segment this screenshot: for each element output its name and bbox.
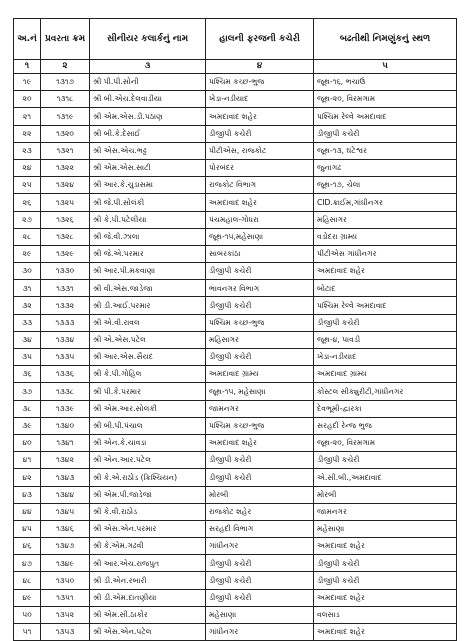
cell-serial-no: ૩૭ bbox=[14, 383, 41, 400]
cell-seniority-rank: ૧૩૨૮ bbox=[41, 228, 90, 245]
cell-serial-no: ૪૨ bbox=[14, 469, 41, 486]
cell-current-office: સાબરકાંઠા bbox=[206, 245, 314, 262]
table-row bbox=[14, 211, 457, 228]
cell-seniority-rank: ૧૩૪૬ bbox=[41, 520, 90, 537]
cell-clerk-name: શ્રી બી.કે.દેસાઈ bbox=[90, 125, 206, 142]
cell-posting-place: દેવભૂમી-દ્વારકા bbox=[314, 400, 457, 417]
cell-posting-place: ડીજીપી કચેરી bbox=[314, 125, 457, 142]
column-number: ૨ bbox=[41, 60, 90, 74]
cell-serial-no: ૧૯ bbox=[14, 74, 41, 91]
cell-posting-place: ખેડા-નડીયાદ bbox=[314, 349, 457, 366]
cell-seniority-rank: ૧૩૪૦ bbox=[41, 417, 90, 434]
cell-serial-no: ૫૦ bbox=[14, 606, 41, 623]
cell-seniority-rank: ૧૩૨૬ bbox=[41, 211, 90, 228]
cell-seniority-rank: ૧૩૩૮ bbox=[41, 383, 90, 400]
cell-clerk-name: શ્રી પી.પી.સોની bbox=[90, 74, 206, 91]
cell-serial-no: ૪૦ bbox=[14, 434, 41, 451]
table-row bbox=[14, 452, 457, 469]
cell-serial-no: ૨૦ bbox=[14, 91, 41, 108]
cell-clerk-name: શ્રી આર.કે.ચુડાસમા bbox=[90, 177, 206, 194]
table-row bbox=[14, 194, 457, 211]
cell-serial-no: ૨૨ bbox=[14, 125, 41, 142]
cell-serial-no: ૪૫ bbox=[14, 520, 41, 537]
cell-clerk-name: શ્રી એમ.સી.ઠાકોર bbox=[90, 606, 206, 623]
cell-serial-no: ૫૧ bbox=[14, 624, 41, 641]
column-number: ૧ bbox=[14, 60, 41, 74]
table-row bbox=[14, 349, 457, 366]
cell-seniority-rank: ૧૩૨૫ bbox=[41, 194, 90, 211]
table-header-row bbox=[14, 19, 457, 60]
cell-serial-no: ૪૧ bbox=[14, 452, 41, 469]
cell-clerk-name: શ્રી કે.વી.રાઠોડ bbox=[90, 503, 206, 520]
header-serial-no: અ.નં bbox=[14, 19, 41, 60]
cell-serial-no: ૨૪ bbox=[14, 159, 41, 176]
cell-posting-place: જામનગર bbox=[314, 503, 457, 520]
cell-seniority-rank: ૧૩૩૧ bbox=[41, 280, 90, 297]
cell-clerk-name: શ્રી એમ.એસ.ડી.પઠાણ bbox=[90, 108, 206, 125]
cell-seniority-rank: ૧૩૨૪ bbox=[41, 177, 90, 194]
table-row bbox=[14, 366, 457, 383]
cell-clerk-name: શ્રી ડી.એન.રબારી bbox=[90, 572, 206, 589]
cell-current-office: અમદાવાદ ગ્રામ્ય bbox=[206, 366, 314, 383]
cell-current-office: ડીજીપી કચેરી bbox=[206, 469, 314, 486]
cell-clerk-name: શ્રી એ.એસ.પટેલ bbox=[90, 331, 206, 348]
table-row bbox=[14, 624, 457, 641]
cell-clerk-name: શ્રી એસ.એન.પટેલ bbox=[90, 624, 206, 641]
cell-posting-place: અમદાવાદ ગ્રામ્ય bbox=[314, 366, 457, 383]
cell-current-office: ડીજીપી કચેરી bbox=[206, 263, 314, 280]
cell-current-office: ડીજીપી કચેરી bbox=[206, 452, 314, 469]
cell-serial-no: ૪૬ bbox=[14, 538, 41, 555]
cell-serial-no: ૪૮ bbox=[14, 572, 41, 589]
cell-current-office: રાજકોટ શહેર bbox=[206, 503, 314, 520]
table-row bbox=[14, 383, 457, 400]
table-row bbox=[14, 589, 457, 606]
cell-clerk-name: શ્રી એમ.આર.સોલંકી bbox=[90, 400, 206, 417]
cell-posting-place: જૂથ-૧૬, ભચાઉ bbox=[314, 74, 457, 91]
cell-clerk-name: શ્રી એન.કે.ચાવડા bbox=[90, 434, 206, 451]
cell-clerk-name: શ્રી એન.આર.પટેલ bbox=[90, 452, 206, 469]
cell-current-office: પીટીએસ, રાજકોટ bbox=[206, 142, 314, 159]
cell-current-office: પોરબંદર bbox=[206, 159, 314, 176]
cell-posting-place: CID.ક્રાઈમ,ગાંધીનગર bbox=[314, 194, 457, 211]
cell-serial-no: ૨૭ bbox=[14, 211, 41, 228]
cell-posting-place: અમદાવાદ શહેર bbox=[314, 538, 457, 555]
cell-clerk-name: શ્રી એ.વી.રાવલ bbox=[90, 314, 206, 331]
cell-clerk-name: શ્રી એમ.પી.જાડેજા bbox=[90, 486, 206, 503]
cell-seniority-rank: ૧૩૪૭ bbox=[41, 538, 90, 555]
cell-clerk-name: શ્રી એમ.એસ.સાટી bbox=[90, 159, 206, 176]
table-row bbox=[14, 297, 457, 314]
cell-current-office: ડીજીપી કચેરી bbox=[206, 572, 314, 589]
table-row bbox=[14, 503, 457, 520]
table-row bbox=[14, 91, 457, 108]
cell-posting-place: ડીજીપી કચેરી bbox=[314, 572, 457, 589]
cell-clerk-name: શ્રી કે.એ.રાઠોડ (ક્રિશ્ચિયન) bbox=[90, 469, 206, 486]
cell-current-office: રાજકોટ વિભાગ bbox=[206, 177, 314, 194]
cell-seniority-rank: ૧૩૩૩ bbox=[41, 314, 90, 331]
table-row bbox=[14, 314, 457, 331]
cell-serial-no: ૨૧ bbox=[14, 108, 41, 125]
cell-seniority-rank: ૧૩૫૩ bbox=[41, 624, 90, 641]
table-row bbox=[14, 280, 457, 297]
cell-posting-place: પીટીએસ ગાંધીનગર bbox=[314, 245, 457, 262]
cell-serial-no: ૨૮ bbox=[14, 228, 41, 245]
table-row bbox=[14, 417, 457, 434]
cell-current-office: ડીજીપી કચેરી bbox=[206, 125, 314, 142]
cell-seniority-rank: ૧૩૫૧ bbox=[41, 589, 90, 606]
cell-serial-no: ૩૧ bbox=[14, 280, 41, 297]
cell-current-office: પશ્ચિમ કચ્છ-ભુજ bbox=[206, 314, 314, 331]
cell-current-office: પશ્ચિમ કચ્છ-ભુજ bbox=[206, 417, 314, 434]
header-current-office: હાલની ફરજની કચેરી bbox=[206, 19, 314, 60]
table-row bbox=[14, 538, 457, 555]
cell-posting-place: મોરબી bbox=[314, 486, 457, 503]
cell-seniority-rank: ૧૩૧૯ bbox=[41, 108, 90, 125]
cell-seniority-rank: ૧૩૩૫ bbox=[41, 349, 90, 366]
table-row bbox=[14, 142, 457, 159]
cell-current-office: જૂથ-૧૫,મહેસાણા bbox=[206, 228, 314, 245]
cell-posting-place: અમદાવાદ શહેર bbox=[314, 263, 457, 280]
table-row bbox=[14, 177, 457, 194]
table-row bbox=[14, 469, 457, 486]
cell-serial-no: ૩૮ bbox=[14, 400, 41, 417]
table-row bbox=[14, 400, 457, 417]
column-number: ૪ bbox=[206, 60, 314, 74]
cell-current-office: મહિસાગર bbox=[206, 331, 314, 348]
header-clerk-name: સીનીયર કલાર્કનું નામ bbox=[90, 19, 206, 60]
cell-serial-no: ૩૬ bbox=[14, 366, 41, 383]
cell-clerk-name: શ્રી બી.એચ.દેલવાડીયા bbox=[90, 91, 206, 108]
cell-serial-no: ૩૩ bbox=[14, 314, 41, 331]
cell-posting-place: અમદાવાદ શહેર bbox=[314, 624, 457, 641]
cell-posting-place: જૂથ-૧૭, ચેલા bbox=[314, 177, 457, 194]
cell-current-office: ડીજીપી કચેરી bbox=[206, 349, 314, 366]
cell-serial-no: ૪૩ bbox=[14, 486, 41, 503]
cell-seniority-rank: ૧૩૩૨ bbox=[41, 297, 90, 314]
cell-seniority-rank: ૧૩૩૦ bbox=[41, 263, 90, 280]
cell-posting-place: જૂથ-૨૦, વિરમગામ bbox=[314, 91, 457, 108]
cell-posting-place: ડીજીપી કચેરી bbox=[314, 314, 457, 331]
cell-current-office: ડીજીપી કચેરી bbox=[206, 555, 314, 572]
cell-seniority-rank: ૧૩૪૯ bbox=[41, 555, 90, 572]
cell-seniority-rank: ૧૩૩૬ bbox=[41, 366, 90, 383]
cell-posting-place: પશ્ચિમ રેલ્વે અમદાવાદ bbox=[314, 108, 457, 125]
cell-seniority-rank: ૧૩૪૨ bbox=[41, 452, 90, 469]
column-number: ૫ bbox=[314, 60, 457, 74]
cell-serial-no: ૪૭ bbox=[14, 555, 41, 572]
cell-posting-place: જુનાગઢ bbox=[314, 159, 457, 176]
cell-posting-place: વલસાડ bbox=[314, 606, 457, 623]
cell-serial-no: ૨૬ bbox=[14, 194, 41, 211]
cell-seniority-rank: ૧૩૩૪ bbox=[41, 331, 90, 348]
table-row bbox=[14, 572, 457, 589]
cell-seniority-rank: ૧૩૫૦ bbox=[41, 572, 90, 589]
header-posting-place: બઢતીથી નિમણુંકનું સ્થળ bbox=[314, 19, 457, 60]
table-row bbox=[14, 263, 457, 280]
header-seniority-rank: પ્રવરતા ક્રમ bbox=[41, 19, 90, 60]
table-row bbox=[14, 606, 457, 623]
cell-clerk-name: શ્રી પી.કે.પરમાર bbox=[90, 383, 206, 400]
cell-posting-place: કોસ્ટલ સીક્યુરીટી,ગાંધીનગર bbox=[314, 383, 457, 400]
table-row bbox=[14, 125, 457, 142]
cell-clerk-name: શ્રી ડી.એમ.દાતણીયા bbox=[90, 589, 206, 606]
cell-seniority-rank: ૧૩૨૯ bbox=[41, 245, 90, 262]
cell-current-office: ખેડા-નડીયાદ bbox=[206, 91, 314, 108]
cell-clerk-name: શ્રી આર.એચ.રાજપુત bbox=[90, 555, 206, 572]
cell-serial-no: ૩૪ bbox=[14, 331, 41, 348]
cell-serial-no: ૨૩ bbox=[14, 142, 41, 159]
cell-posting-place: જૂથ-૪, પાવડી bbox=[314, 331, 457, 348]
table-body bbox=[14, 74, 457, 641]
cell-current-office: ડીજીપી કચેરી bbox=[206, 589, 314, 606]
column-number-row bbox=[14, 60, 457, 74]
cell-seniority-rank: ૧૩૪૩ bbox=[41, 469, 90, 486]
cell-clerk-name: શ્રી કે.એમ.ગઢવી bbox=[90, 538, 206, 555]
cell-current-office: અમદાવાદ શહેર bbox=[206, 108, 314, 125]
cell-clerk-name: શ્રી કે.પી.ગોહિલ bbox=[90, 366, 206, 383]
table-row bbox=[14, 331, 457, 348]
cell-seniority-rank: ૧૩૪૪ bbox=[41, 486, 90, 503]
cell-posting-place: ડીજીપી કચેરી bbox=[314, 555, 457, 572]
cell-seniority-rank: ૧૩૨૨ bbox=[41, 159, 90, 176]
cell-current-office: ગાંધીનગર bbox=[206, 624, 314, 641]
cell-seniority-rank: ૧૩૩૯ bbox=[41, 400, 90, 417]
cell-current-office: ભાવનગર વિભાગ bbox=[206, 280, 314, 297]
cell-clerk-name: શ્રી બી.પી.પંચાલ bbox=[90, 417, 206, 434]
cell-serial-no: ૩૯ bbox=[14, 417, 41, 434]
cell-clerk-name: શ્રી એસ.એચ.ભટ્ટ bbox=[90, 142, 206, 159]
cell-posting-place: મહિસાગર bbox=[314, 211, 457, 228]
cell-seniority-rank: ૧૩૪૧ bbox=[41, 434, 90, 451]
cell-posting-place: જૂથ-૨૦, વિરમગામ bbox=[314, 434, 457, 451]
cell-clerk-name: શ્રી આર.એસ.સૈયદ bbox=[90, 349, 206, 366]
cell-clerk-name: શ્રી કે.પી.પટેલીયા bbox=[90, 211, 206, 228]
cell-clerk-name: શ્રી એસ.એન.પરમાર bbox=[90, 520, 206, 537]
cell-current-office: પશ્ચિમ કચ્છ-ભુજ bbox=[206, 74, 314, 91]
table-row bbox=[14, 434, 457, 451]
cell-current-office: અમદાવાદ શહેર bbox=[206, 194, 314, 211]
table-row bbox=[14, 159, 457, 176]
cell-posting-place: વડોદરા ગ્રામ્ય bbox=[314, 228, 457, 245]
cell-serial-no: ૪૯ bbox=[14, 589, 41, 606]
cell-posting-place: અમદાવાદ શહેર bbox=[314, 589, 457, 606]
cell-current-office: જામનગર bbox=[206, 400, 314, 417]
cell-seniority-rank: ૧૩૨૧ bbox=[41, 142, 90, 159]
table-row bbox=[14, 486, 457, 503]
cell-serial-no: ૩૫ bbox=[14, 349, 41, 366]
cell-clerk-name: શ્રી જે.પી.સોલંકી bbox=[90, 194, 206, 211]
cell-seniority-rank: ૧૩૪૫ bbox=[41, 503, 90, 520]
cell-current-office: અમદાવાદ શહેર bbox=[206, 434, 314, 451]
cell-current-office: ગાંધીનગર bbox=[206, 538, 314, 555]
cell-posting-place: ડીજીપી કચેરી bbox=[314, 452, 457, 469]
table-row bbox=[14, 228, 457, 245]
cell-current-office: પંચમહાલ-ગોધરા bbox=[206, 211, 314, 228]
cell-clerk-name: શ્રી જે.એ.પરમાર bbox=[90, 245, 206, 262]
table-row bbox=[14, 520, 457, 537]
table-row bbox=[14, 74, 457, 91]
cell-serial-no: ૪૪ bbox=[14, 503, 41, 520]
cell-clerk-name: શ્રી ડી.આઈ.પરમાર bbox=[90, 297, 206, 314]
cell-clerk-name: શ્રી જે.વી.ઝાલા bbox=[90, 228, 206, 245]
cell-seniority-rank: ૧૩૫૨ bbox=[41, 606, 90, 623]
cell-posting-place: બોટાદ bbox=[314, 280, 457, 297]
cell-current-office: સરહદી વિભાગ bbox=[206, 520, 314, 537]
cell-posting-place: મહેસાણા bbox=[314, 520, 457, 537]
cell-clerk-name: શ્રી આર.પી.મકવાણા bbox=[90, 263, 206, 280]
table-row bbox=[14, 108, 457, 125]
cell-posting-place: જૂથ-૧૩, ઘંટેશ્વર bbox=[314, 142, 457, 159]
cell-current-office: મોરબી bbox=[206, 486, 314, 503]
cell-posting-place: પશ્ચિમ રેલ્વે અમદાવાદ bbox=[314, 297, 457, 314]
cell-clerk-name: શ્રી વી.એસ.જાડેજા bbox=[90, 280, 206, 297]
column-number: ૩ bbox=[90, 60, 206, 74]
cell-serial-no: ૩૦ bbox=[14, 263, 41, 280]
table-row bbox=[14, 245, 457, 262]
cell-current-office: ડીજીપી કચેરી bbox=[206, 297, 314, 314]
cell-current-office: જૂથ-૧૫, મહેસાણા bbox=[206, 383, 314, 400]
cell-serial-no: ૨૯ bbox=[14, 245, 41, 262]
cell-posting-place: સરહદી રેન્જ ભુજ bbox=[314, 417, 457, 434]
cell-seniority-rank: ૧૩૨૦ bbox=[41, 125, 90, 142]
cell-serial-no: ૩૨ bbox=[14, 297, 41, 314]
cell-seniority-rank: ૧૩૧૭ bbox=[41, 74, 90, 91]
cell-serial-no: ૨૫ bbox=[14, 177, 41, 194]
cell-current-office: મહેસાણા bbox=[206, 606, 314, 623]
table-row bbox=[14, 555, 457, 572]
promotion-posting-table bbox=[13, 18, 457, 641]
cell-posting-place: એ.સી.બી.,અમદાવાદ bbox=[314, 469, 457, 486]
cell-seniority-rank: ૧૩૧૮ bbox=[41, 91, 90, 108]
